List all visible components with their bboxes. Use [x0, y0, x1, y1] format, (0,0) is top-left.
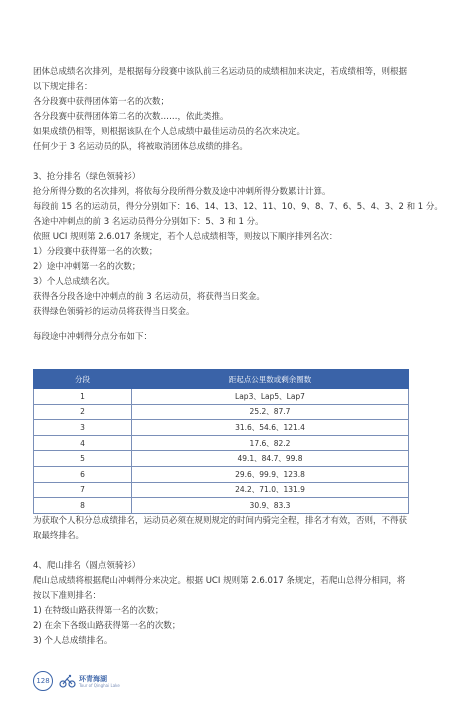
table-row	[34, 498, 409, 514]
paragraph-line: 获得绿色领骑衫的运动员将获得当日奖金。	[33, 307, 195, 317]
table-cell: 6	[34, 466, 132, 482]
paragraph-line: 以下规定排名：	[33, 82, 93, 92]
mountain-ranking-section	[33, 559, 445, 649]
table-row	[34, 420, 409, 436]
column-header-distance: 距起点公里数或剩余圈数	[132, 370, 409, 389]
sprint-points-table-section	[33, 330, 445, 345]
paragraph-line: 爬山总成绩将根据爬山冲刺得分来决定。根据 UCI 规则第 2.6.017 条规定，若爬山总得分相同，将	[33, 576, 406, 586]
paragraph-line: 抢分所得分数的名次排列，将依每分段所得分数及途中冲刺所得分数累计计算。	[33, 187, 331, 197]
paragraph-line: 任何少于 3 名运动员的队，将被取消团体总成绩的排名。	[33, 142, 248, 152]
points-ranking-section	[33, 170, 445, 320]
paragraph-line: 各分段赛中获得团体第一名的次数；	[33, 97, 170, 107]
cyclist-logo-icon	[59, 674, 77, 688]
table-cell: 24.2、71.0、131.9	[132, 482, 409, 498]
table-cell: 25.2、87.7	[132, 404, 409, 420]
table-row	[34, 451, 409, 467]
paragraph-line: 2）途中冲刺第一名的次数；	[33, 262, 141, 272]
paragraph-line: 1) 在特级山路获得第一名的次数；	[33, 606, 164, 616]
sprint-points-table	[33, 369, 409, 514]
paragraph-line: 按以下准则排名：	[33, 591, 102, 601]
paragraph-line: 3) 个人总成绩排名。	[33, 636, 113, 646]
paragraph-line: 如果成绩仍相等，则根据该队在个人总成绩中最佳运动员的名次来决定。	[33, 127, 306, 137]
table-cell: 30.9、83.3	[132, 498, 409, 514]
page-number: 128	[33, 671, 53, 691]
section-heading: 4、爬山排名（圆点领骑衫）	[33, 561, 141, 571]
logo-name: 环青海湖	[79, 674, 107, 683]
table-note-line: 取最终排名。	[33, 531, 85, 541]
page-footer	[33, 671, 120, 691]
table-cell: Lap3、Lap5、Lap7	[132, 389, 409, 405]
table-row	[34, 482, 409, 498]
paragraph-line: 每段前 15 名的运动员，得分分别如下：16、14、13、12、11、10、9、8、7、6、5、4、3、2 和 1 分。	[33, 202, 443, 212]
table-row	[34, 404, 409, 420]
paragraph-line: 各分段赛中获得团体第二名的次数……，依此类推。	[33, 112, 229, 122]
table-cell: 5	[34, 451, 132, 467]
table-cell: 29.6、99.9、123.8	[132, 466, 409, 482]
paragraph-line: 依照 UCI 规则第 2.6.017 条规定，若个人总成绩相等，则按以下顺序排列名次：	[33, 232, 338, 242]
team-ranking-section	[33, 65, 445, 155]
table-row	[34, 435, 409, 451]
event-logo	[59, 674, 120, 688]
table-intro: 每段途中冲刺得分点分布如下：	[33, 332, 153, 342]
section-heading: 3、抢分排名（绿色领骑衫）	[33, 172, 141, 182]
table-cell: 49.1、84.7、99.8	[132, 451, 409, 467]
table-row	[34, 389, 409, 405]
logo-subtitle: Tour of Qinghai Lake	[79, 682, 120, 688]
table-cell: 8	[34, 498, 132, 514]
table-row	[34, 466, 409, 482]
table-header-row	[34, 370, 409, 389]
table-cell: 7	[34, 482, 132, 498]
table-note-line: 为获取个人积分总成绩排名，运动员必须在规则规定的时间内骑完全程，排名才有效，否则，不得获	[33, 516, 408, 526]
paragraph-line: 1）分段赛中获得第一名的次数；	[33, 247, 158, 257]
table-cell: 17.6、82.2	[132, 435, 409, 451]
paragraph-line: 获得各分段各途中冲刺点的前 3 名运动员，将获得当日奖金。	[33, 292, 265, 302]
document-body	[33, 65, 445, 345]
paragraph-line: 各途中冲刺点的前 3 名运动员得分分别如下：5、3 和 1 分。	[33, 217, 264, 227]
document-body-continued	[33, 514, 445, 649]
paragraph-line: 2) 在余下各级山路获得第一名的次数；	[33, 621, 181, 631]
table-cell: 2	[34, 404, 132, 420]
table-cell: 4	[34, 435, 132, 451]
paragraph-line: 3）个人总成绩名次。	[33, 277, 115, 287]
table-cell: 3	[34, 420, 132, 436]
column-header-stage: 分段	[34, 370, 132, 389]
table-cell: 1	[34, 389, 132, 405]
table-cell: 31.6、54.6、121.4	[132, 420, 409, 436]
paragraph-line: 团体总成绩名次排列，是根据每分段赛中该队前三名运动员的成绩相加来决定，若成绩相等，则根据	[33, 67, 408, 77]
